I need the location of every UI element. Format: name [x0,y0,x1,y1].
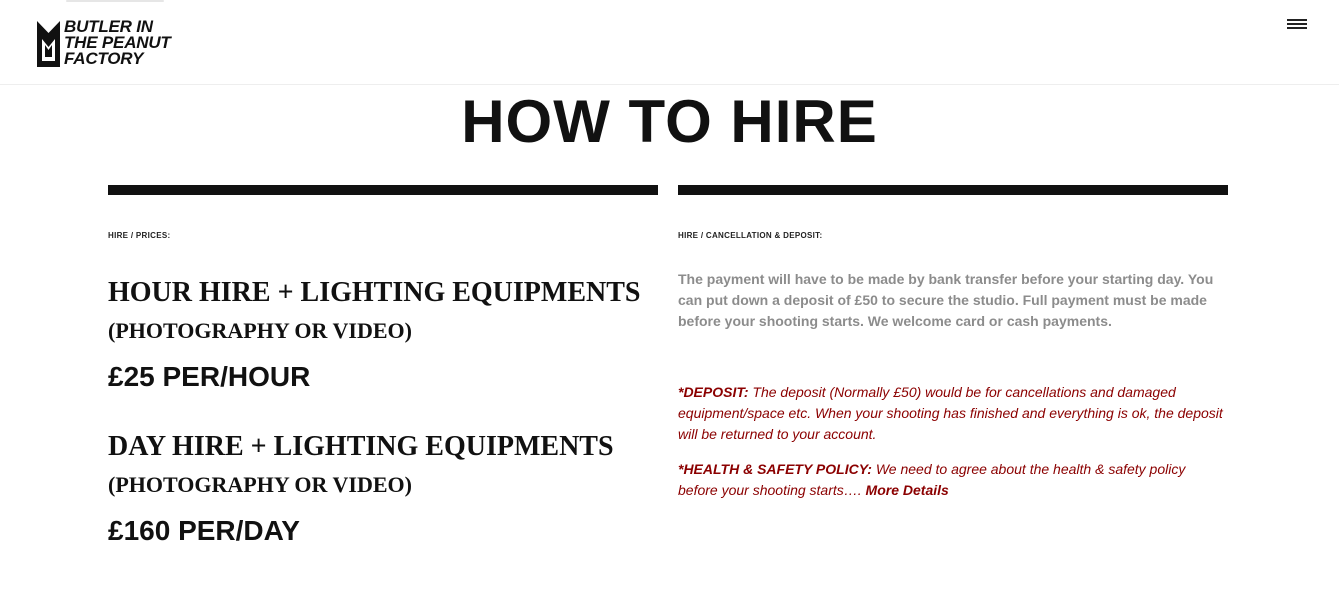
site-header [0,0,1339,85]
logo-line-3: FACTORY [64,49,144,68]
safety-note [678,459,1228,501]
logo-wordmark [64,19,199,67]
site-logo[interactable] [37,19,197,69]
hour-hire-block [108,277,658,393]
day-hire-block [108,431,658,547]
butler-logo-icon [37,21,60,67]
prices-kicker: HIRE / PRICES: [108,231,171,240]
day-hire-title: DAY HIRE + LIGHTING EQUIPMENTS [108,431,614,462]
safety-label: *HEALTH & SAFETY POLICY: [678,461,872,477]
day-hire-subtitle: (PHOTOGRAPHY OR VIDEO) [108,472,412,497]
more-details-link[interactable]: More Details [865,482,949,498]
page-title: HOW TO HIRE [461,88,878,155]
deposit-text: The deposit (Normally £50) would be for cancellations and damaged equipment/space etc. When your shooting has finished and everything is ok, the deposit will be returned to your account. [678,384,1223,442]
logo-line-2: THE PEANUT [64,33,171,52]
section-divider [108,185,658,195]
top-scroll-hint [66,0,164,2]
section-divider [678,185,1228,195]
cancellation-column [678,185,1228,501]
cancellation-kicker: HIRE / CANCELLATION & DEPOSIT: [678,231,823,240]
hamburger-icon[interactable] [1287,17,1307,31]
hour-hire-title: HOUR HIRE + LIGHTING EQUIPMENTS [108,277,641,308]
prices-column [108,185,658,547]
deposit-label: *DEPOSIT: [678,384,749,400]
day-hire-price: £160 PER/DAY [108,515,300,546]
payment-paragraph: The payment will have to be made by bank transfer before your starting day. You can put down a deposit of £50 to secure the studio. Full payment must be made before your shooting starts. We welcome card or cash payments. [678,271,1214,329]
hour-hire-price: £25 PER/HOUR [108,361,311,392]
deposit-note [678,382,1228,445]
logo-line-1: BUTLER IN [64,17,153,36]
safety-text: We need to agree about the health & safety policy before your shooting starts…. [678,461,1186,498]
hour-hire-subtitle: (PHOTOGRAPHY OR VIDEO) [108,318,412,343]
